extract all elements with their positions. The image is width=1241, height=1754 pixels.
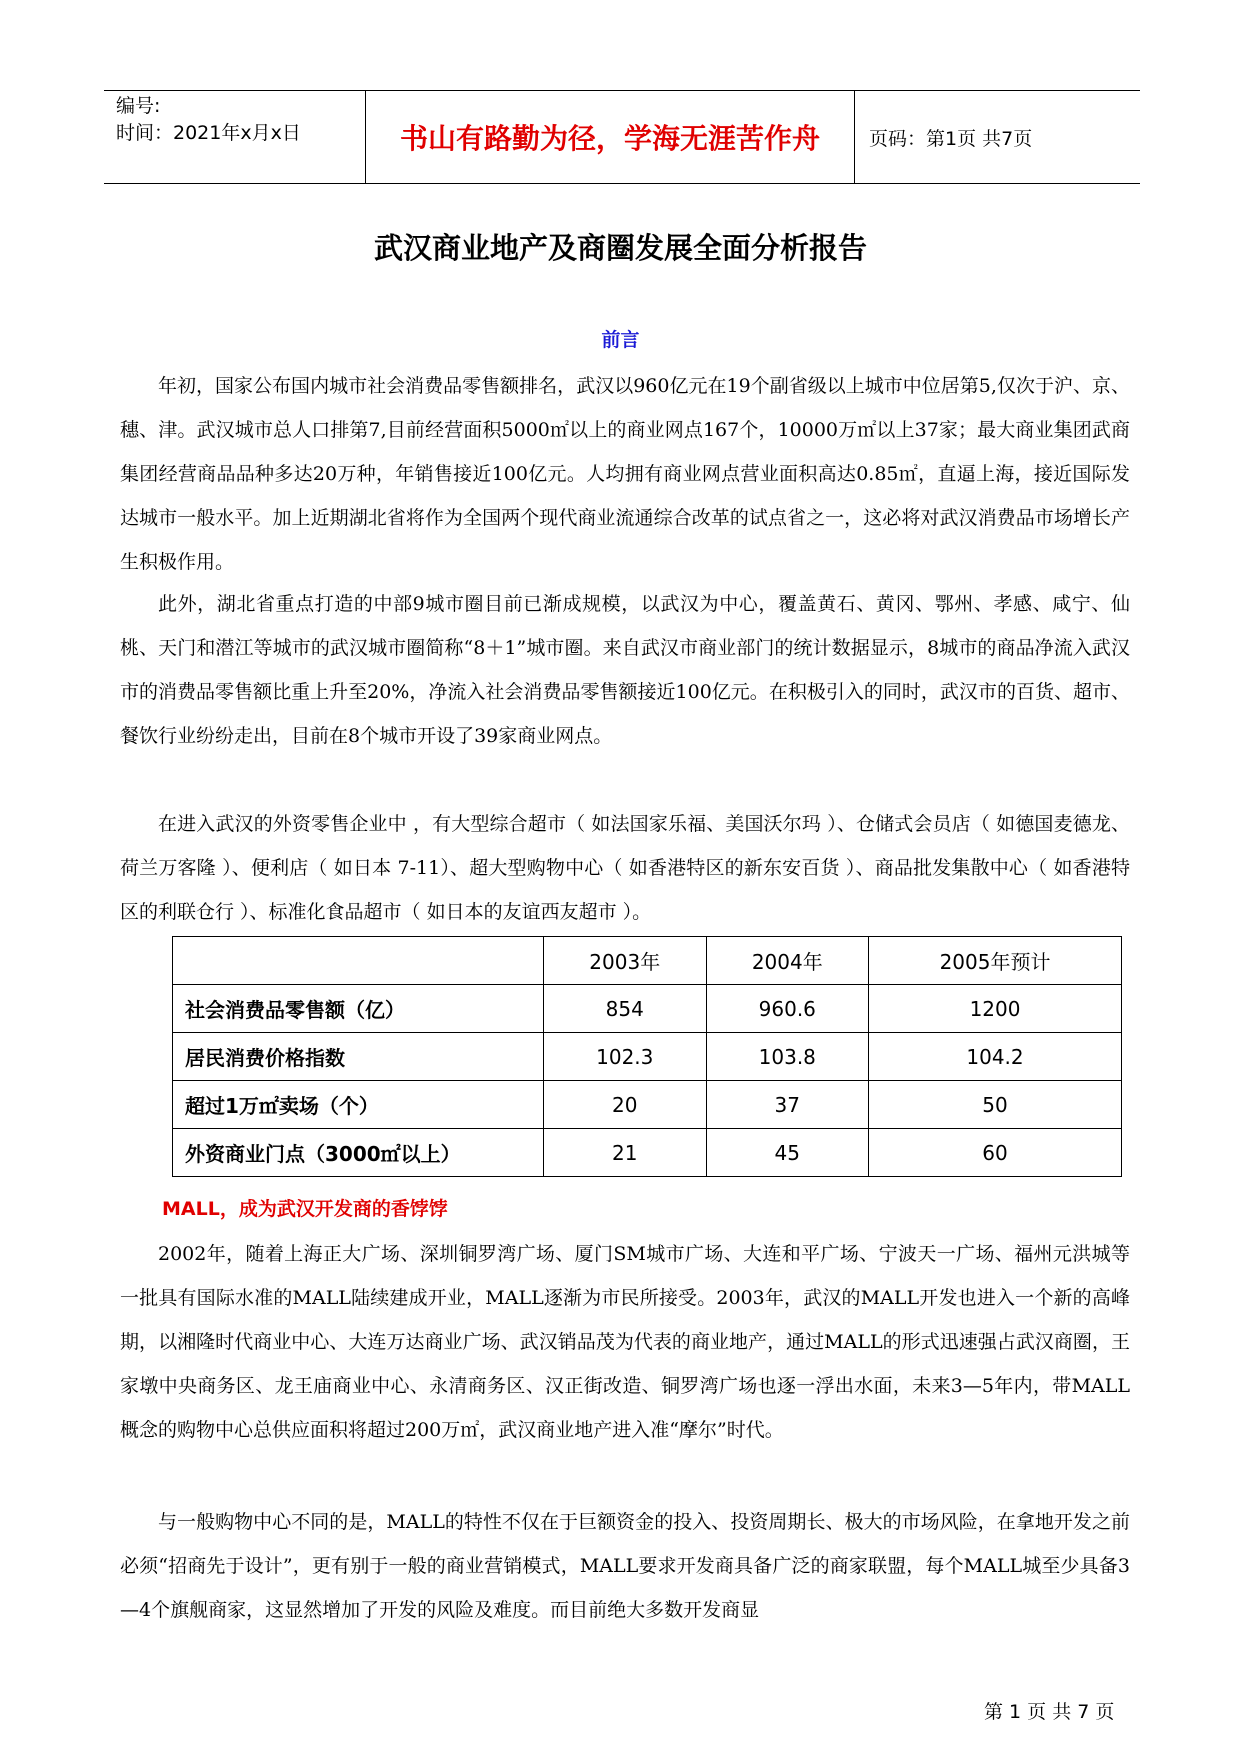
table-cell: 居民消费价格指数: [173, 1033, 544, 1081]
table-cell: 50: [869, 1081, 1122, 1129]
table-header-cell: [173, 937, 544, 985]
stats-table: [172, 936, 1122, 1177]
paragraph-1: 年初，国家公布国内城市社会消费品零售额排名，武汉以960亿元在19个副省级以上城市中位居第5,仅次于沪、京、穗、津。武汉城市总人口排第7,目前经营面积5000㎡以上的商业网点167个，10000万㎡以上37家；最大商业集团武商集团经营商品品种多达20万种，年销售接近100亿元。人均拥有商业网点营业面积高达0.85㎡，直逼上海，接近国际发达城市一般水平。加上近期湖北省将作为全国两个现代商业流通综合改革的试点省之一，这必将对武汉消费品市场增长产生积极作用。: [120, 375, 1130, 573]
document-title: 武汉商业地产及商圈发展全面分析报告: [373, 231, 867, 265]
table-cell: 103.8: [706, 1033, 869, 1081]
table-cell: 104.2: [869, 1033, 1122, 1081]
table-cell: 1200: [869, 985, 1122, 1033]
table-row: [173, 985, 1122, 1033]
preface-heading: 前言: [601, 329, 640, 351]
header-motto: 书山有路勤为径，学海无涯苦作舟: [366, 91, 855, 183]
table-cell: 外资商业门点（3000㎡以上）: [173, 1129, 544, 1177]
table-cell: 102.3: [544, 1033, 707, 1081]
table-cell: 960.6: [706, 985, 869, 1033]
table-cell: 超过1万㎡卖场（个）: [173, 1081, 544, 1129]
table-header-cell: 2003年: [544, 937, 707, 985]
table-cell: 21: [544, 1129, 707, 1177]
page-header: [104, 90, 1140, 184]
number-label: 编号:: [116, 95, 161, 117]
table-cell: 社会消费品零售额（亿）: [173, 985, 544, 1033]
table-row: [173, 1033, 1122, 1081]
page-footer: 第 1 页 共 7 页: [984, 1701, 1115, 1723]
table-header-cell: 2005年预计: [869, 937, 1122, 985]
table-cell: 60: [869, 1129, 1122, 1177]
table-cell: 45: [706, 1129, 869, 1177]
table-cell: 37: [706, 1081, 869, 1129]
table-cell: 20: [544, 1081, 707, 1129]
time-label: 时间：2021年x月x日: [116, 122, 301, 144]
table-cell: 854: [544, 985, 707, 1033]
paragraph-4: 2002年，随着上海正大广场、深圳铜罗湾广场、厦门SM城市广场、大连和平广场、宁波天一广场、福州元洪城等一批具有国际水准的MALL陆续建成开业，MALL逐渐为市民所接受。2003年，武汉的MALL开发也进入一个新的高峰期，以湘隆时代商业中心、大连万达商业广场、武汉销品茂为代表的商业地产，通过MALL的形式迅速强占武汉商圈，王家墩中央商务区、龙王庙商业中心、永清商务区、汉正街改造、铜罗湾广场也逐一浮出水面，未来3—5年内，带MALL概念的购物中心总供应面积将超过200万㎡，武汉商业地产进入准“摩尔”时代。: [120, 1243, 1130, 1441]
table-header-cell: 2004年: [706, 937, 869, 985]
paragraph-3: 在进入武汉的外资零售企业中 ，有大型综合超市（ 如法国家乐福、美国沃尔玛 ）、仓储式会员店（ 如德国麦德龙、荷兰万客隆 ）、便利店（ 如日本 7-11）、超大型购物中心（ 如香港特区的新东安百货 ）、商品批发集散中心（ 如香港特区的利联仓行 ）、标准化食品超市（ 如日本的友谊西友超市 ）。: [120, 813, 1130, 923]
paragraph-5: 与一般购物中心不同的是，MALL的特性不仅在于巨额资金的投入、投资周期长、极大的市场风险，在拿地开发之前必须“招商先于设计”，更有别于一般的商业营销模式，MALL要求开发商具备广泛的商家联盟，每个MALL城至少具备3—4个旗舰商家，这显然增加了开发的风险及难度。而目前绝大多数开发商显: [120, 1511, 1130, 1621]
mall-heading: MALL，成为武汉开发商的香饽饽: [162, 1198, 448, 1220]
table-row: [173, 1081, 1122, 1129]
header-page-label: 页码：第1页 共7页: [869, 127, 1033, 150]
table-header-row: [173, 937, 1122, 985]
paragraph-2: 此外，湖北省重点打造的中部9城市圈目前已渐成规模，以武汉为中心，覆盖黄石、黄冈、鄂州、孝感、咸宁、仙桃、天门和潜江等城市的武汉城市圈简称“8＋1”城市圈。来自武汉市商业部门的统计数据显示，8城市的商品净流入武汉市的消费品零售额比重上升至20%，净流入社会消费品零售额接近100亿元。在积极引入的同时，武汉市的百货、超市、餐饮行业纷纷走出，目前在8个城市开设了39家商业网点。: [120, 593, 1130, 747]
table-row: [173, 1129, 1122, 1177]
header-meta: [104, 91, 366, 183]
